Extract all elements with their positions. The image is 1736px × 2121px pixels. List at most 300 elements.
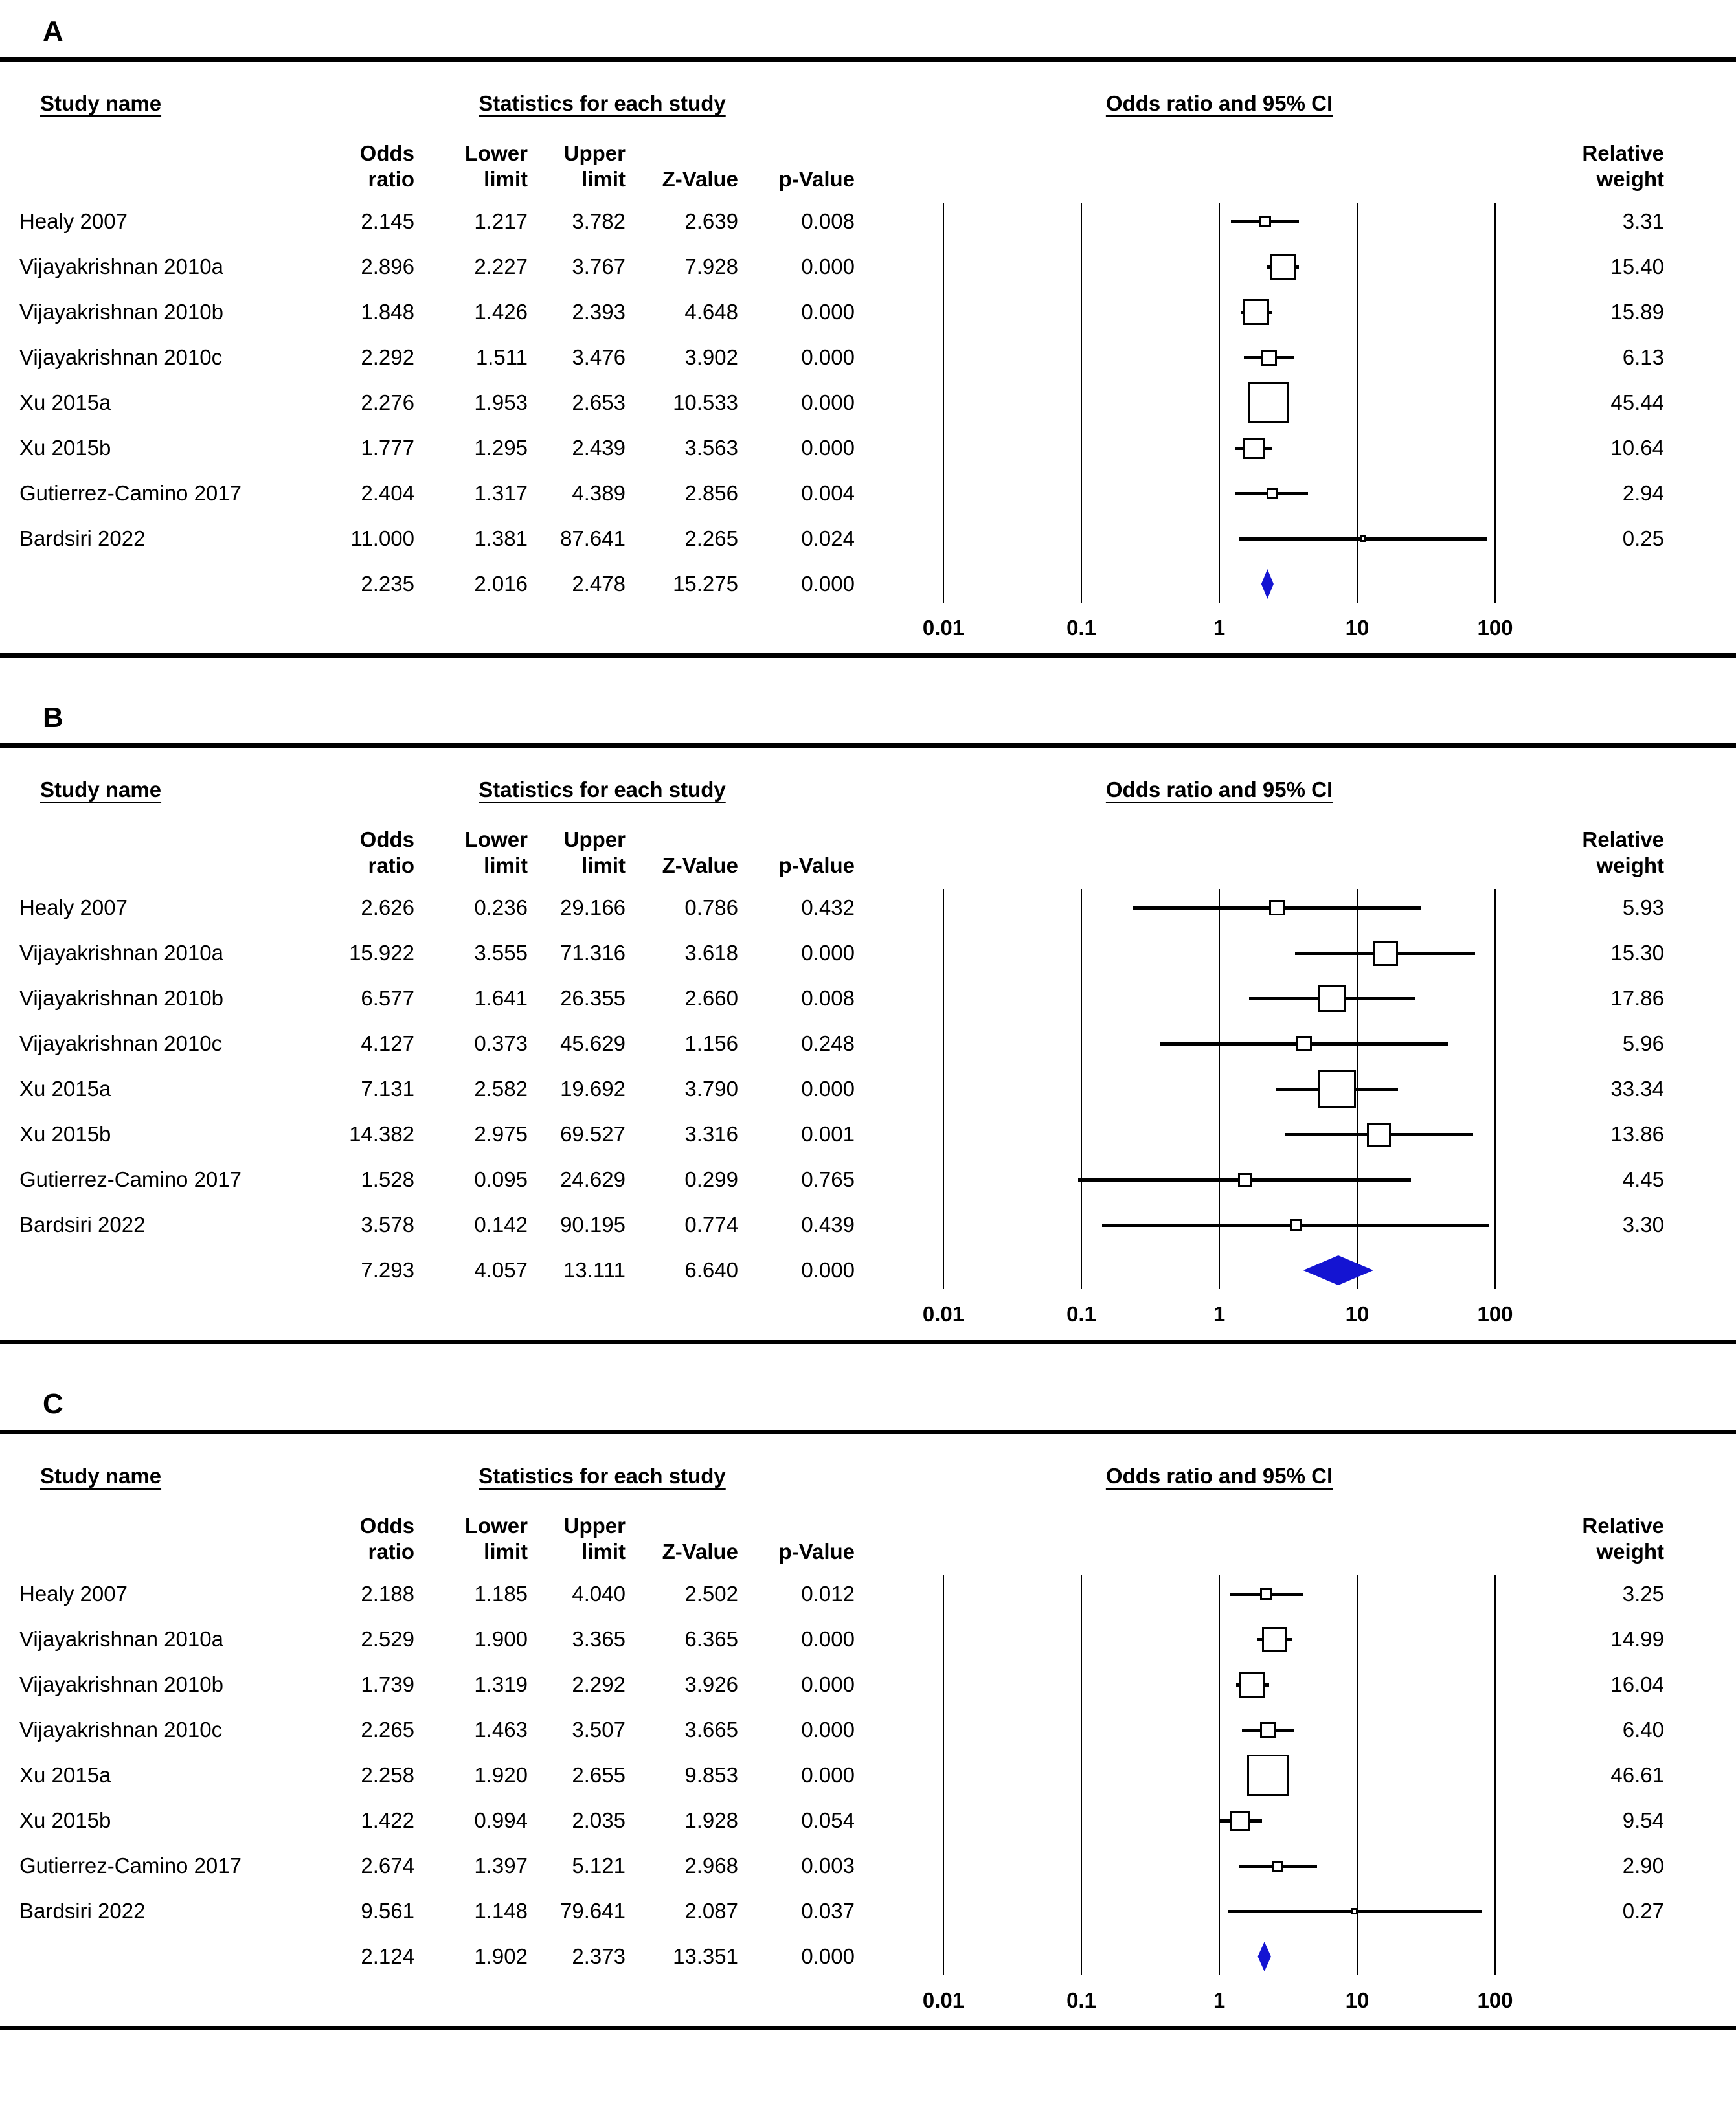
lower-limit-value: 1.317 [474,481,528,505]
summary-lower-limit: 1.902 [474,1944,528,1968]
z-value: 2.087 [684,1899,738,1923]
point-estimate-square [1247,1755,1289,1796]
axis-tick-label: 10 [1345,1988,1370,2012]
summary-lower-limit: 2.016 [474,572,528,596]
upper-limit-column-header [534,827,626,879]
lower-limit-value: 1.319 [474,1672,528,1696]
relative-weight-value: 14.99 [1610,1627,1664,1651]
relative-weight-column-header [1541,827,1664,879]
limit-word: limit [581,853,626,877]
z-value: 3.665 [684,1718,738,1742]
panel-label: C [43,1388,63,1420]
point-estimate-square [1269,900,1285,915]
odds-ratio-column-header [304,827,414,879]
p-value: 0.439 [801,1213,855,1237]
upper-word: Upper [563,141,626,165]
study-row [0,1571,1736,1617]
forest-rows [0,1571,1736,1979]
lower-limit-value: 1.900 [474,1627,528,1651]
lower-limit-value: 2.975 [474,1122,528,1146]
study-row [0,1662,1736,1707]
p-value: 0.037 [801,1899,855,1923]
p-value-column-header: p-Value [778,167,855,191]
relative-word: Relative [1582,141,1664,165]
panel-label: A [43,16,63,47]
summary-z-value: 6.640 [684,1258,738,1282]
summary-diamond [1303,1255,1374,1285]
p-value-column-header: p-Value [778,853,855,877]
lower-limit-value: 1.953 [474,390,528,414]
study-row [0,1889,1736,1934]
upper-limit-value: 3.476 [572,345,626,369]
column-header-row [0,126,1736,199]
study-name: Vijayakrishnan 2010a [19,254,223,278]
relative-weight-value: 33.34 [1610,1077,1664,1101]
odds-ratio-value: 11.000 [350,526,414,550]
point-estimate-square [1230,1811,1250,1831]
lower-limit-value: 1.463 [474,1718,528,1742]
z-value: 10.533 [673,390,738,414]
upper-limit-value: 2.393 [572,300,626,324]
x-axis [0,1293,1736,1340]
study-name: Healy 2007 [19,209,128,233]
p-value: 0.004 [801,481,855,505]
odds-word: Odds [359,1514,414,1538]
point-estimate-square [1238,1173,1252,1187]
summary-p-value: 0.000 [801,1944,855,1968]
upper-limit-column-header [534,140,626,192]
study-name: Xu 2015a [19,1077,111,1101]
point-estimate-square [1360,535,1366,542]
z-value: 3.618 [684,941,738,965]
axis-tick-label: 0.1 [1066,616,1096,640]
axis-tick-label: 10 [1345,616,1370,640]
study-row [0,335,1736,380]
axis-tick-label: 1 [1213,1302,1226,1326]
relative-weight-value: 0.27 [1622,1899,1664,1923]
study-name: Bardsiri 2022 [19,526,146,550]
upper-limit-value: 5.121 [572,1854,626,1878]
upper-limit-value: 4.040 [572,1582,626,1606]
odds-ratio-value: 2.276 [361,390,414,414]
z-value: 3.316 [684,1122,738,1146]
study-row [0,471,1736,516]
study-name: Vijayakrishnan 2010c [19,1031,223,1055]
odds-ratio-value: 2.404 [361,481,414,505]
odds-ratio-value: 1.848 [361,300,414,324]
p-value: 0.000 [801,254,855,278]
axis-tick-label: 1 [1213,616,1226,640]
summary-lower-limit: 4.057 [474,1258,528,1282]
axis-tick-label: 0.01 [922,1302,965,1326]
lower-limit-value: 1.397 [474,1854,528,1878]
statistics-header: Statistics for each study [479,778,726,802]
odds-ratio-value: 2.265 [361,1718,414,1742]
upper-limit-column-header [534,1513,626,1565]
z-value: 3.902 [684,345,738,369]
summary-upper-limit: 2.373 [572,1944,626,1968]
axis-tick-label: 0.1 [1066,1302,1096,1326]
upper-limit-value: 79.641 [560,1899,626,1923]
study-row [0,885,1736,930]
study-name: Xu 2015b [19,1122,111,1146]
study-row [0,1021,1736,1066]
odds-ratio-value: 1.528 [361,1167,414,1191]
axis-tick-label: 1 [1213,1988,1226,2012]
upper-word: Upper [563,1514,626,1538]
odds-ratio-value: 2.188 [361,1582,414,1606]
lower-word: Lower [464,141,528,165]
relative-weight-value: 45.44 [1610,390,1664,414]
study-row [0,1157,1736,1202]
point-estimate-square [1262,1627,1287,1652]
axis-tick-label: 0.01 [922,616,965,640]
p-value: 0.001 [801,1122,855,1146]
odds-ratio-value: 14.382 [349,1122,414,1146]
z-value: 6.365 [684,1627,738,1651]
lower-limit-value: 1.920 [474,1763,528,1787]
study-row [0,930,1736,976]
lower-word: Lower [464,827,528,851]
relative-word: Relative [1582,827,1664,851]
relative-weight-value: 15.89 [1610,300,1664,324]
summary-upper-limit: 2.478 [572,572,626,596]
study-row [0,1066,1736,1112]
summary-row [0,1934,1736,1979]
study-row [0,380,1736,425]
p-value: 0.248 [801,1031,855,1055]
forest-rows [0,885,1736,1293]
p-value: 0.765 [801,1167,855,1191]
panel-box [0,1430,1736,2030]
point-estimate-square [1243,438,1265,459]
summary-z-value: 13.351 [673,1944,738,1968]
study-name: Vijayakrishnan 2010a [19,941,223,965]
weight-word: weight [1596,853,1664,877]
study-name: Vijayakrishnan 2010b [19,986,223,1010]
lower-limit-value: 1.185 [474,1582,528,1606]
axis-tick-label: 10 [1345,1302,1370,1326]
panel-a [0,9,1736,658]
p-value: 0.054 [801,1808,855,1832]
summary-odds-ratio: 7.293 [361,1258,414,1282]
odds-ratio-value: 2.145 [361,209,414,233]
relative-weight-column-header [1541,140,1664,192]
p-value-column-header: p-Value [778,1540,855,1564]
odds-word: Odds [359,141,414,165]
point-estimate-square [1296,1036,1312,1051]
lower-limit-value: 1.217 [474,209,528,233]
study-row [0,1843,1736,1889]
p-value: 0.000 [801,345,855,369]
upper-limit-value: 71.316 [560,941,626,965]
odds-ratio-value: 2.896 [361,254,414,278]
lower-limit-value: 3.555 [474,941,528,965]
study-row [0,976,1736,1021]
ratio-word: ratio [368,167,414,191]
point-estimate-square [1243,299,1269,325]
point-estimate-square [1270,254,1296,280]
z-value-column-header: Z-Value [662,853,738,877]
column-header-row [0,1499,1736,1571]
lower-limit-column-header [421,827,528,879]
study-row [0,516,1736,561]
relative-weight-value: 10.64 [1610,436,1664,460]
point-estimate-square [1248,382,1289,423]
relative-weight-value: 2.94 [1622,481,1664,505]
summary-diamond [1261,569,1274,599]
relative-weight-value: 15.40 [1610,254,1664,278]
relative-weight-value: 6.40 [1622,1718,1664,1742]
summary-p-value: 0.000 [801,572,855,596]
panel-box [0,57,1736,658]
study-name: Vijayakrishnan 2010b [19,300,223,324]
point-estimate-square [1318,1070,1356,1108]
axis-tick-label: 0.1 [1066,1988,1096,2012]
study-name: Bardsiri 2022 [19,1899,146,1923]
relative-weight-value: 13.86 [1610,1122,1664,1146]
point-estimate-square [1373,941,1398,966]
p-value: 0.000 [801,1672,855,1696]
z-value: 2.968 [684,1854,738,1878]
upper-word: Upper [563,827,626,851]
odds-ratio-ci-header: Odds ratio and 95% CI [1105,1464,1333,1488]
study-name: Vijayakrishnan 2010b [19,1672,223,1696]
p-value: 0.000 [801,300,855,324]
lower-limit-value: 0.994 [474,1808,528,1832]
lower-limit-column-header [421,140,528,192]
z-value: 2.639 [684,209,738,233]
study-name: Xu 2015a [19,1763,111,1787]
axis-tick-label: 100 [1477,1302,1513,1326]
point-estimate-square [1351,1908,1358,1914]
lower-limit-value: 2.227 [474,254,528,278]
panel-label: B [43,702,63,734]
odds-ratio-value: 4.127 [361,1031,414,1055]
odds-ratio-value: 7.131 [361,1077,414,1101]
study-name: Gutierrez-Camino 2017 [19,1854,242,1878]
summary-diamond [1257,1942,1270,1971]
lower-limit-value: 0.095 [474,1167,528,1191]
z-value: 2.265 [684,526,738,550]
relative-weight-value: 0.25 [1622,526,1664,550]
odds-word: Odds [359,827,414,851]
odds-ratio-value: 2.529 [361,1627,414,1651]
odds-ratio-value: 9.561 [361,1899,414,1923]
upper-limit-value: 3.365 [572,1627,626,1651]
upper-limit-value: 2.653 [572,390,626,414]
p-value: 0.024 [801,526,855,550]
study-name: Bardsiri 2022 [19,1213,146,1237]
lower-limit-value: 1.381 [474,526,528,550]
relative-weight-value: 5.96 [1622,1031,1664,1055]
x-axis [0,1979,1736,2026]
p-value: 0.000 [801,436,855,460]
lower-limit-column-header [421,1513,528,1565]
study-name: Xu 2015b [19,1808,111,1832]
z-value: 0.786 [684,895,738,919]
z-value-column-header: Z-Value [662,167,738,191]
z-value: 3.926 [684,1672,738,1696]
summary-z-value: 15.275 [673,572,738,596]
weight-word: weight [1596,1540,1664,1564]
panel-box [0,743,1736,1344]
study-row [0,244,1736,289]
odds-ratio-column-header [304,1513,414,1565]
lower-limit-value: 1.148 [474,1899,528,1923]
study-row [0,1798,1736,1843]
study-name: Gutierrez-Camino 2017 [19,481,242,505]
z-value: 1.928 [684,1808,738,1832]
odds-ratio-ci-header: Odds ratio and 95% CI [1105,91,1333,115]
point-estimate-square [1260,1722,1276,1738]
relative-weight-value: 3.30 [1622,1213,1664,1237]
summary-row [0,1248,1736,1293]
study-row [0,1202,1736,1248]
study-row [0,1753,1736,1798]
odds-ratio-value: 2.674 [361,1854,414,1878]
p-value: 0.000 [801,1718,855,1742]
p-value: 0.432 [801,895,855,919]
odds-ratio-value: 2.258 [361,1763,414,1787]
p-value: 0.000 [801,941,855,965]
upper-limit-value: 2.439 [572,436,626,460]
study-name: Vijayakrishnan 2010c [19,345,223,369]
z-value: 2.660 [684,986,738,1010]
point-estimate-square [1290,1219,1302,1231]
p-value: 0.000 [801,1627,855,1651]
odds-ratio-ci-header: Odds ratio and 95% CI [1105,778,1333,802]
study-name-header: Study name [40,91,162,115]
odds-ratio-value: 6.577 [361,986,414,1010]
point-estimate-square [1267,488,1278,499]
z-value: 3.563 [684,436,738,460]
upper-limit-value: 45.629 [560,1031,626,1055]
header-row [0,62,1736,126]
upper-limit-value: 19.692 [560,1077,626,1101]
p-value: 0.000 [801,1077,855,1101]
relative-weight-value: 46.61 [1610,1763,1664,1787]
study-name-header: Study name [40,778,162,802]
z-value: 3.790 [684,1077,738,1101]
study-row [0,1707,1736,1753]
upper-limit-value: 3.782 [572,209,626,233]
ratio-word: ratio [368,853,414,877]
relative-weight-value: 3.31 [1622,209,1664,233]
header-row [0,748,1736,813]
upper-limit-value: 29.166 [560,895,626,919]
z-value: 7.928 [684,254,738,278]
z-value: 0.299 [684,1167,738,1191]
limit-word: limit [484,167,528,191]
odds-ratio-value: 1.777 [361,436,414,460]
point-estimate-square [1318,985,1346,1012]
odds-ratio-value: 1.739 [361,1672,414,1696]
panel-b [0,695,1736,1344]
axis-tick-label: 100 [1477,1988,1513,2012]
summary-odds-ratio: 2.235 [361,572,414,596]
upper-limit-value: 3.507 [572,1718,626,1742]
point-estimate-square [1259,216,1271,227]
p-value: 0.003 [801,1854,855,1878]
relative-weight-value: 17.86 [1610,986,1664,1010]
upper-limit-value: 87.641 [560,526,626,550]
point-estimate-square [1367,1123,1391,1147]
limit-word: limit [484,1540,528,1564]
relative-word: Relative [1582,1514,1664,1538]
upper-limit-value: 90.195 [560,1213,626,1237]
z-value-column-header: Z-Value [662,1540,738,1564]
study-name: Xu 2015a [19,390,111,414]
p-value: 0.000 [801,390,855,414]
z-value: 2.856 [684,481,738,505]
point-estimate-square [1272,1861,1283,1872]
lower-limit-value: 1.641 [474,986,528,1010]
z-value: 9.853 [684,1763,738,1787]
relative-weight-value: 4.45 [1622,1167,1664,1191]
odds-ratio-value: 1.422 [361,1808,414,1832]
upper-limit-value: 2.655 [572,1763,626,1787]
relative-weight-value: 3.25 [1622,1582,1664,1606]
relative-weight-value: 5.93 [1622,895,1664,919]
header-row [0,1434,1736,1499]
lower-limit-value: 0.142 [474,1213,528,1237]
study-row [0,1112,1736,1157]
study-name: Vijayakrishnan 2010c [19,1718,223,1742]
upper-limit-value: 24.629 [560,1167,626,1191]
z-value: 1.156 [684,1031,738,1055]
limit-word: limit [581,1540,626,1564]
statistics-header: Statistics for each study [479,1464,726,1488]
study-row [0,199,1736,244]
weight-word: weight [1596,167,1664,191]
point-estimate-square [1239,1672,1265,1698]
study-name: Vijayakrishnan 2010a [19,1627,223,1651]
relative-weight-column-header [1541,1513,1664,1565]
odds-ratio-column-header [304,140,414,192]
axis-tick-label: 100 [1477,616,1513,640]
x-axis [0,607,1736,653]
study-row [0,1617,1736,1662]
lower-limit-value: 1.426 [474,300,528,324]
p-value: 0.008 [801,986,855,1010]
axis-tick-label: 0.01 [922,1988,965,2012]
point-estimate-square [1261,350,1277,366]
z-value: 4.648 [684,300,738,324]
odds-ratio-value: 2.626 [361,895,414,919]
relative-weight-value: 2.90 [1622,1854,1664,1878]
study-name: Healy 2007 [19,895,128,919]
z-value: 0.774 [684,1213,738,1237]
lower-word: Lower [464,1514,528,1538]
upper-limit-value: 2.292 [572,1672,626,1696]
relative-weight-value: 6.13 [1622,345,1664,369]
p-value: 0.012 [801,1582,855,1606]
lower-limit-value: 2.582 [474,1077,528,1101]
relative-weight-value: 16.04 [1610,1672,1664,1696]
forest-rows [0,199,1736,607]
point-estimate-square [1260,1588,1272,1600]
relative-weight-value: 9.54 [1622,1808,1664,1832]
z-value: 2.502 [684,1582,738,1606]
lower-limit-value: 0.236 [474,895,528,919]
panel-c [0,1382,1736,2030]
limit-word: limit [484,853,528,877]
odds-ratio-value: 3.578 [361,1213,414,1237]
summary-odds-ratio: 2.124 [361,1944,414,1968]
upper-limit-value: 69.527 [560,1122,626,1146]
lower-limit-value: 1.511 [475,345,528,369]
